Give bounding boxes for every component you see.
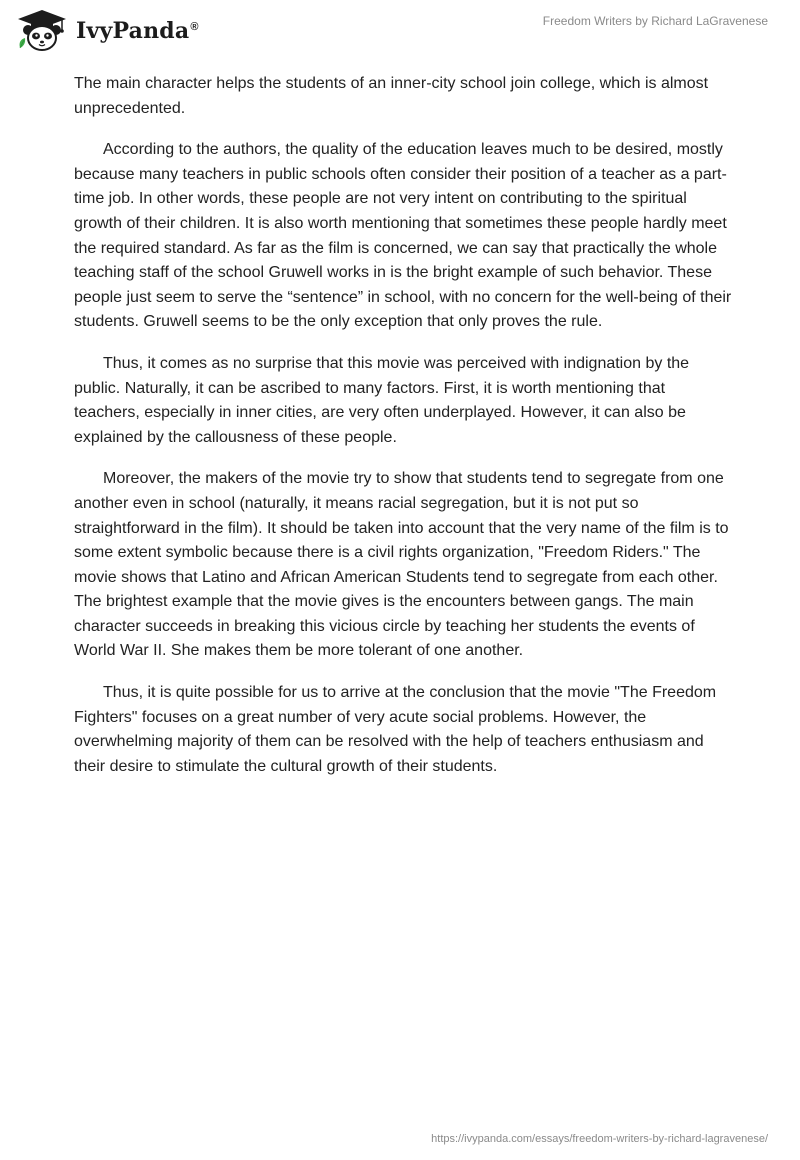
ivypanda-logo[interactable] <box>14 8 199 52</box>
registered-mark: ® <box>190 20 199 33</box>
paragraph: According to the authors, the quality of the education leaves much to be desired, mostly because many teachers in public schools often consider their position of a teacher as a part-time job. In other words, these people are not very intent on contributing to the spiritual growth of their children. It is also worth mentioning that sometimes these people hardly meet the required standard. As far as the film is concerned, we can say that practically the whole teaching staff of the school Gruwell works in is the bright example of such behavior. These people just seem to serve the “sentence” in school, with no concern for the well-being of their students. Gruwell seems to be the only exception that only proves the rule. <box>74 141 732 331</box>
paragraph: Moreover, the makers of the movie try to show that students tend to segregate from one another even in school (naturally, it means racial segregation, but it is not put so straightforward in the film). It should be taken into account that the very name of the film is to some extent symbolic because there is a civil rights organization, "Freedom Riders." The movie shows that Latino and African American Students tend to segregate from each other. The brightest example that the movie gives is the encounters between gangs. The main character succeeds in breaking this vicious circle by teaching her students the events of World War II. She makes them be more tolerant of one another. <box>74 470 729 660</box>
source-url-link[interactable]: https://ivypanda.com/essays/freedom-writers-by-richard-lagravenese/ <box>431 1133 768 1145</box>
logo-name: IvyPanda <box>76 18 190 44</box>
panda-icon <box>14 8 70 52</box>
essay-body <box>74 72 734 796</box>
document-title: Freedom Writers by Richard LaGravenese <box>542 14 768 28</box>
paragraph: Thus, it comes as no surprise that this movie was perceived with indignation by the public. Naturally, it can be ascribed to many factors. First, it is worth mentioning that teachers, especially in inner cities, are very often underplayed. However, it can also be explained by the callousness of these people. <box>74 354 690 446</box>
paragraph: Thus, it is quite possible for us to arrive at the conclusion that the movie "The Freedom Fighters" focuses on a great number of very acute social problems. However, the overwhelming majority of them can be resolved with the help of teachers enthusiasm and their desire to stimulate the cultural growth of their students. <box>74 684 717 775</box>
page-header <box>0 0 800 70</box>
logo-wordmark <box>76 18 199 44</box>
paragraph: The main character helps the students of an inner-city school join college, which is almost unprecedented. <box>74 75 709 117</box>
